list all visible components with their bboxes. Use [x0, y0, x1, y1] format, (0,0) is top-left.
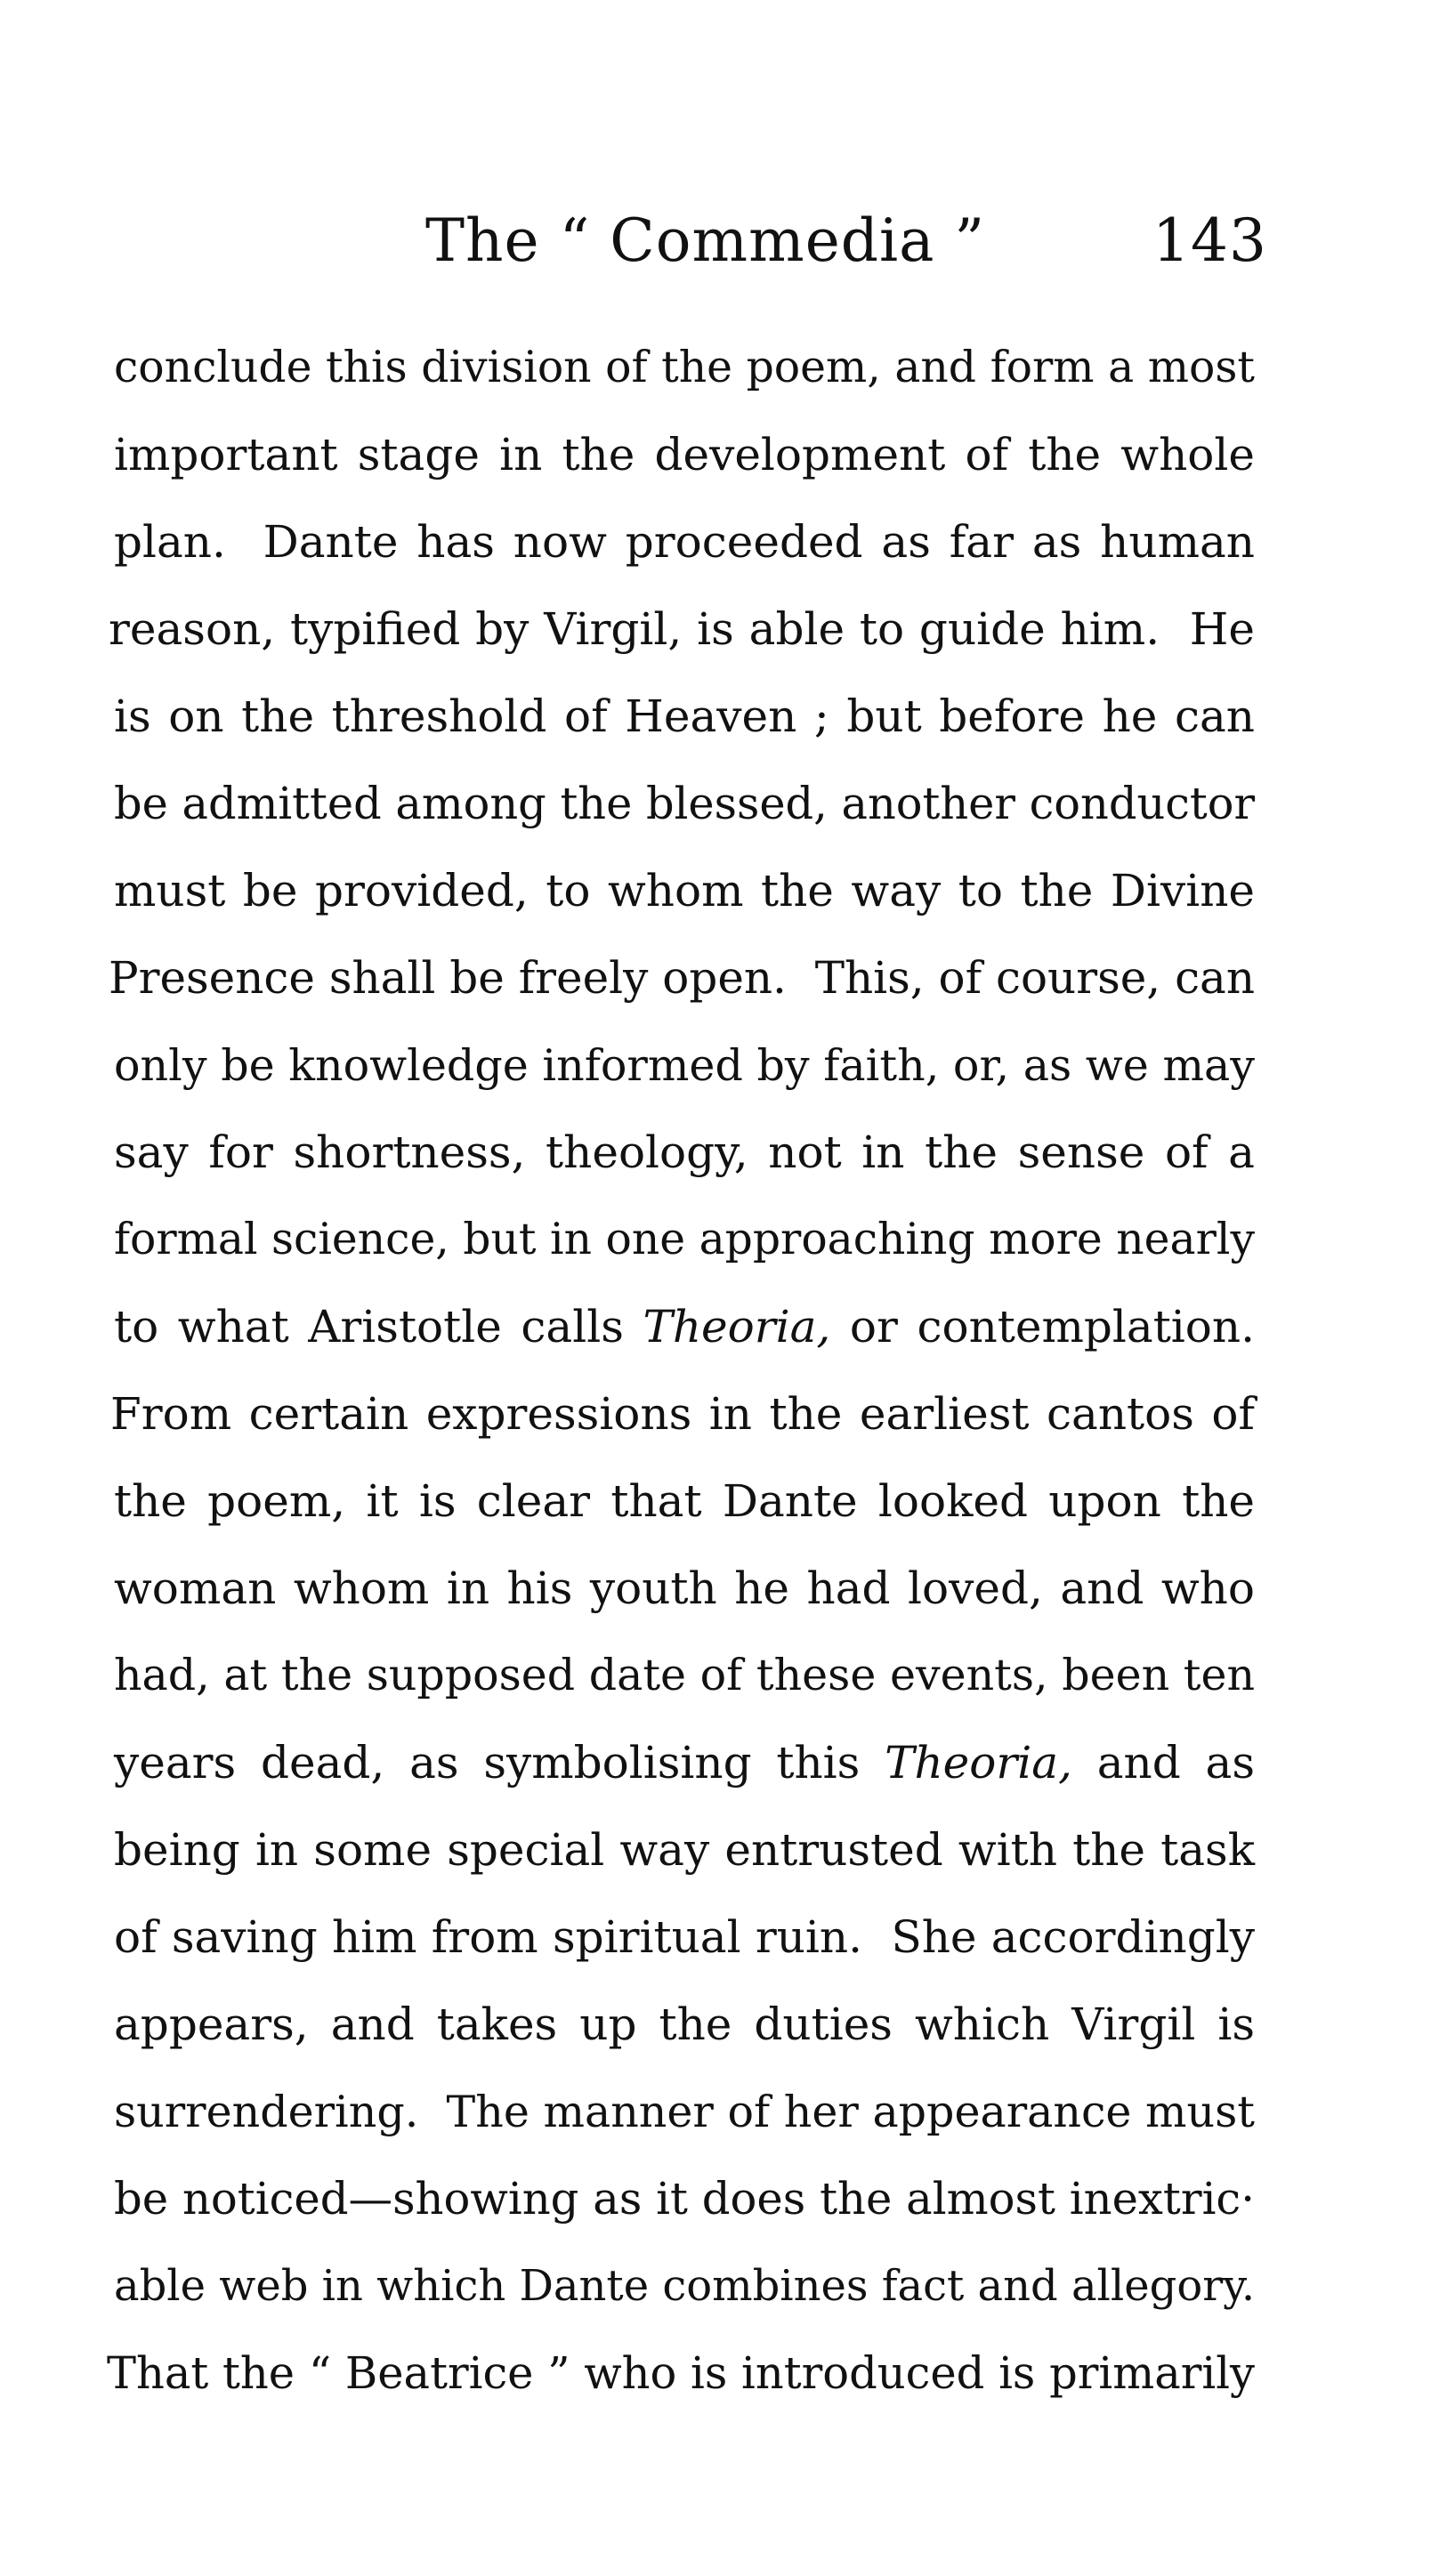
- text-line: being in some special way entrusted with the task: [114, 1824, 1255, 1876]
- text-line: surrendering. The manner of her appearance must: [114, 2086, 1255, 2137]
- text-line: plan. Dante has now proceeded as far as human: [114, 516, 1255, 568]
- text-line: to what Aristotle calls Theoria, or contemplation.: [114, 1301, 1255, 1353]
- text-line: is on the threshold of Heaven ; but before he can: [114, 690, 1255, 742]
- running-title: The “ Commedia ”: [425, 206, 986, 275]
- text-line: reason, typified by Virgil, is able to guide him. He: [109, 603, 1255, 655]
- text-line: only be knowledge informed by faith, or, as we may: [114, 1039, 1255, 1091]
- text-line: able web in which Dante combines fact and allegory.: [114, 2261, 1256, 2311]
- text-line: conclude this division of the poem, and form a most: [114, 342, 1255, 392]
- italic-term: Theoria,: [885, 1737, 1072, 1789]
- text-line: formal science, but in one approaching more nearly: [114, 1215, 1255, 1264]
- page-number: 143: [1152, 206, 1267, 275]
- text-line: had, at the supposed date of these events, been ten: [114, 1650, 1255, 1700]
- text-line: be noticed—showing as it does the almost inextric·: [114, 2173, 1255, 2225]
- text-line: woman whom in his youth he had loved, and who: [114, 1563, 1255, 1614]
- text-line: appears, and takes up the duties which Virgil is: [114, 1999, 1255, 2050]
- text-line: That the “ Beatrice ” who is introduced is primarily: [107, 2347, 1255, 2399]
- running-head: [0, 201, 1439, 281]
- text-line: important stage in the development of the whole: [114, 429, 1255, 480]
- text-line: Presence shall be freely open. This, of course, can: [109, 952, 1255, 1004]
- text-line: the poem, it is clear that Dante looked upon the: [114, 1475, 1255, 1527]
- text-line: of saving him from spiritual ruin. She accordingly: [114, 1911, 1255, 1963]
- italic-term: Theoria,: [643, 1301, 831, 1353]
- text-line: say for shortness, theology, not in the sense of a: [114, 1126, 1255, 1178]
- text-line: be admitted among the blessed, another conductor: [114, 778, 1256, 829]
- text-line: must be provided, to whom the way to the Divine: [114, 865, 1255, 917]
- text-line: years dead, as symbolising this Theoria, and as: [114, 1737, 1255, 1789]
- text-line: From certain expressions in the earliest cantos of: [110, 1388, 1255, 1440]
